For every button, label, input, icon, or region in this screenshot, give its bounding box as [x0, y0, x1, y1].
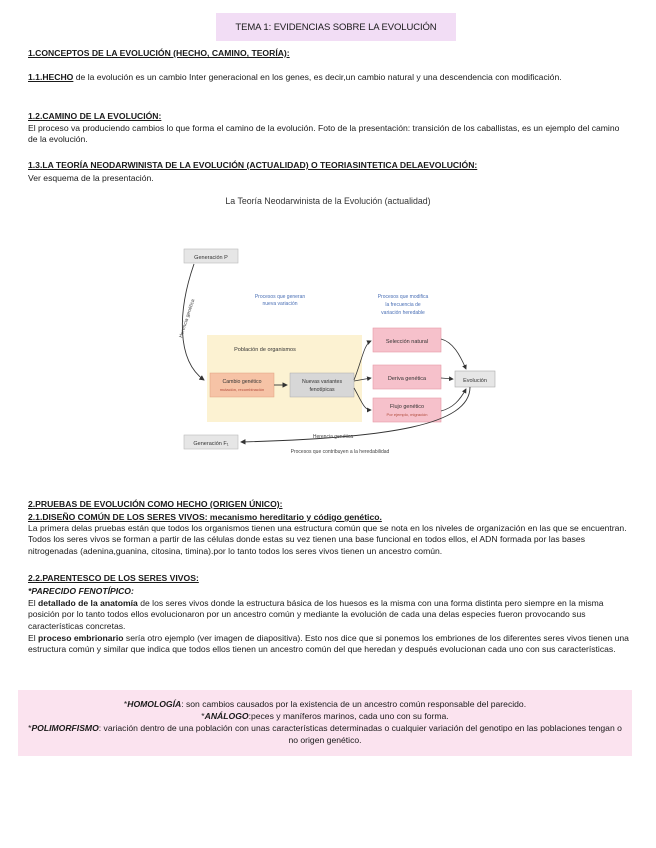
variants-box	[290, 373, 354, 397]
analogo-term: ANÁLOGO	[204, 711, 249, 721]
variants-label-1: Nuevas variantes	[301, 379, 343, 385]
genetic-change-box	[210, 373, 274, 397]
arrow-flow-evolution	[441, 389, 466, 411]
polimorfismo-star: *	[28, 723, 32, 733]
homologia-text: : son cambios causados por la existencia de un ancestro común responsable del parecido.	[181, 699, 527, 709]
section-1-1-text: de la evolución es un cambio Inter generacional en los genes, es decir,un cambio natural y una descendencia con modificación.	[73, 72, 562, 82]
embryo-paragraph	[28, 633, 630, 656]
procesos-frecuencia-1: Procesos que modifica	[377, 294, 429, 300]
homologia-star: *	[123, 699, 128, 709]
generation-f1-label: Generación F₁	[193, 441, 229, 447]
section-1-2-heading: 1.2.CAMINO DE LA EVOLUCIÓN:	[28, 111, 162, 121]
polimorfismo-term: POLIMORFISMO	[31, 723, 99, 733]
section-2-2-heading: 2.2.PARENTESCO DE LOS SERES VIVOS:	[28, 573, 199, 583]
procesos-variacion-1: Procesos que generan	[254, 294, 306, 300]
section-1-2-text: El proceso va produciendo cambios lo que forma el camino de la evolución. Foto de la presentación: transición de los caballistas, es un ejemplo del camino de la evolución.	[28, 123, 620, 145]
polimorfismo-text: : variación dentro de una población con unas características determinadas o cualquier variación del genotipo en las poblaciones tengan o no origen genético.	[98, 723, 622, 745]
evolution-label: Evolución	[463, 378, 487, 384]
anatomy-text: de los seres vivos donde la estructura básica de los huesos es la misma con una forma distinta pero siempre en la misma posición por lo tanto todos ellos evolucionaron por un ancestro común y mediante la evolución de cada una delas especies fueron provocando sus características concretas.	[28, 598, 604, 631]
procesos-frecuencia-3: variación heredable	[381, 310, 425, 316]
genetic-drift-label: Deriva genética	[387, 376, 427, 382]
section-2-1-text: La primera delas pruebas están que todos los organismos tienen una estructura común que se nota en los niveles de organización en las que se encuentran. Todos los seres vivos se forman a partir de las células donde estas su vez tienen una base funcional en todos ellos, el ADN formada por las bases nitrogenadas (adenina,guanina, citosina, timina).por lo tanto todos los seres vivos tienen un ancestro común.	[28, 523, 627, 556]
definitions-box	[18, 690, 632, 756]
embryo-text: sería otro ejemplo (ver imagen de diapositiva). Esto nos dice que si ponemos los embriones de los diferentes seres vivos tienen una estructura común y similar que indica que todos ellos tienen un ancestro común del que heredan y después evolucionan cada uno con sus características.	[28, 633, 629, 655]
parecido-heading: *PARECIDO FENOTÍPICO:	[28, 586, 134, 596]
section-2-heading: 2.PRUEBAS DE EVOLUCIÓN COMO HECHO (ORIGEN ÚNICO):	[28, 499, 283, 509]
section-1-heading: 1.CONCEPTOS DE LA EVOLUCIÓN (HECHO, CAMINO, TEORÍA):	[28, 48, 290, 58]
analogo-star: *	[201, 711, 205, 721]
homologia-line	[18, 699, 632, 711]
procesos-frecuencia-2: la frecuencia de	[385, 302, 421, 308]
anatomy-paragraph	[28, 598, 630, 632]
genetic-change-label: Cambio genético	[222, 379, 262, 385]
herencia-left-label: Herencia genética	[178, 298, 197, 339]
embryo-bold: proceso embrionario	[38, 633, 124, 643]
variants-label-2: fenotípicas	[309, 387, 335, 393]
homologia-term: HOMOLOGÍA	[127, 699, 182, 709]
gene-flow-label: Flujo genético	[389, 404, 425, 410]
analogo-line	[18, 711, 632, 723]
section-2-1-heading: 2.1.DISEÑO COMÚN DE LOS SERES VIVOS: mecanismo hereditario y código genético.	[28, 512, 382, 522]
neodarwinist-diagram	[170, 240, 510, 465]
section-1-3-heading: 1.3.LA TEORÍA NEODARWINISTA DE LA EVOLUCIÓN (ACTUALIDAD) O TEORIASINTETICA DELAEVOLUCIÓN:	[28, 160, 478, 170]
heredabilidad-label: Procesos que contribuyen a la heredabilidad	[290, 449, 390, 455]
herencia-bottom-label: Herencia genética	[312, 434, 354, 440]
section-1-1-label: 1.1.HECHO	[28, 72, 74, 82]
gene-flow-box	[373, 398, 441, 422]
figure-title: La Teoría Neodarwinista de la Evolución (actualidad)	[225, 196, 431, 206]
anatomy-bold: detallado de la anatomía	[38, 598, 138, 608]
gene-flow-sub: Por ejemplo, migración	[386, 412, 428, 417]
generation-p-label: Generación P	[194, 255, 228, 261]
genetic-change-sub: mutación, recombinación	[219, 387, 265, 392]
polimorfismo-line	[18, 723, 632, 746]
section-1-3-text: Ver esquema de la presentación.	[28, 173, 154, 183]
population-label: Población de organismos	[234, 347, 296, 353]
embryo-pre: El	[28, 633, 39, 643]
analogo-text: :peces y maníferos marinos, cada uno con su forma.	[248, 711, 449, 721]
arrow-selection-evolution	[441, 339, 466, 369]
natural-selection-label: Selección natural	[385, 339, 429, 345]
section-1-1	[28, 72, 630, 83]
page-title: TEMA 1: EVIDENCIAS SOBRE LA EVOLUCIÓN	[216, 13, 456, 41]
anatomy-pre: El	[28, 598, 39, 608]
arrow-drift-evolution	[441, 378, 453, 379]
procesos-variacion-2: nueva variación	[262, 301, 298, 307]
